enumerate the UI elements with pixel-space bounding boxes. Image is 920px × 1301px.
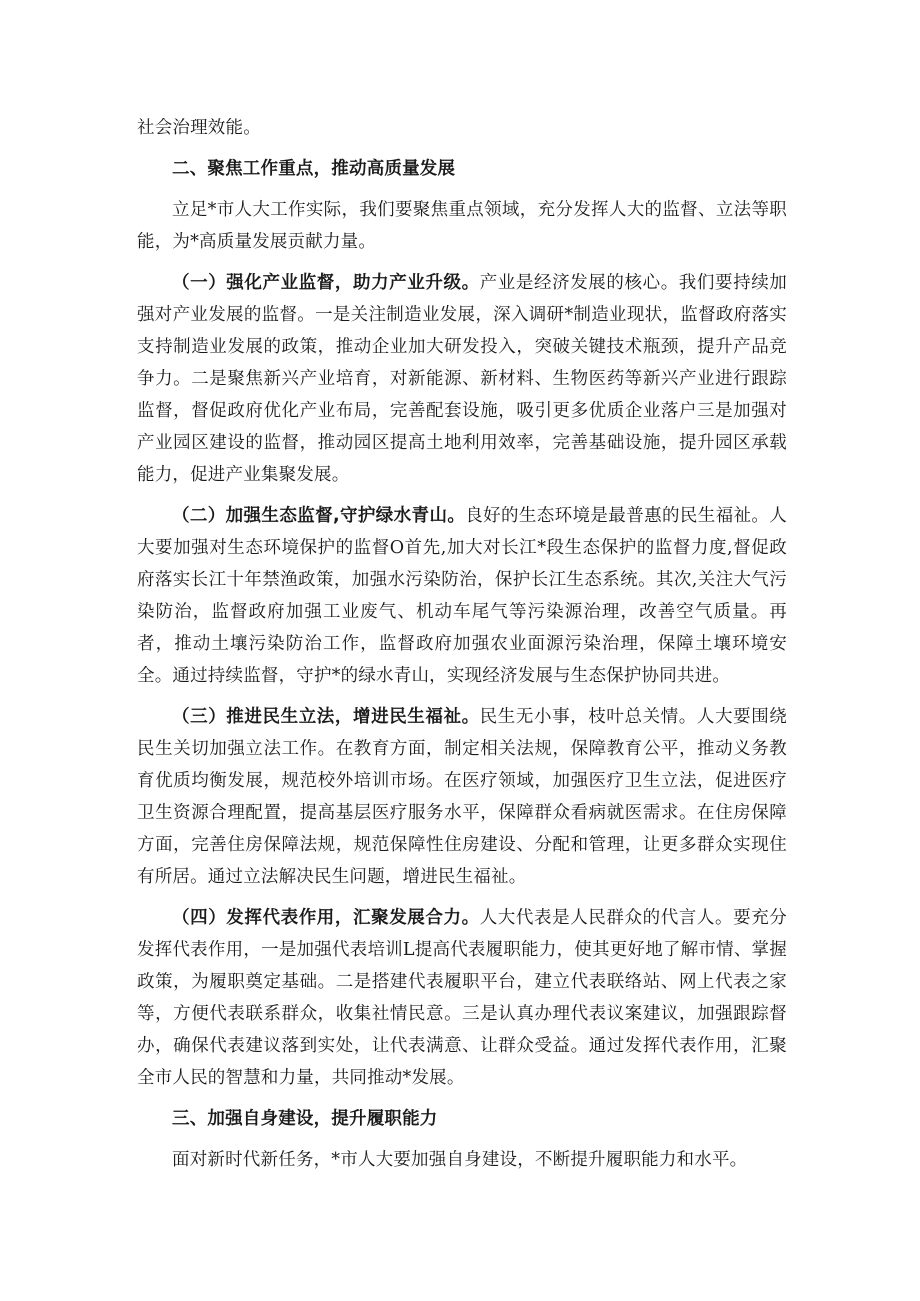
section-intro-2: 立足*市人大工作实际，我们要聚焦重点领域，充分发挥人大的监督、立法等职能，为*高质量发展贡献力量。 [137, 200, 787, 252]
subsection-lead-4: （四）发挥代表作用，汇聚发展合力。 [172, 908, 480, 928]
subsection-body-4: 人大代表是人民群众的代言人。要充分发挥代表作用，一是加强代表培训L提高代表履职能力，使其更好地了解市情、掌握政策，为履职奠定基础。二是搭建代表履职平台，建立代表联络站、网上代表之家等，方便代表联系群众，收集社情民意。三是认真办理代表议案建议，加强跟踪督办，确保代表建议落到实处，让代表满意、让群众受益。通过发挥代表作用，汇聚全市人民的智慧和力量，共同推动*发展。 [137, 908, 787, 1088]
subsection-lead-1: （一）强化产业监督，助力产业升级。 [172, 273, 480, 293]
section-heading-2: 二、聚焦工作重点，推动高质量发展 [172, 159, 456, 179]
paragraph-continuation: 社会治理效能。 [137, 118, 261, 138]
subsection-paragraph-3 [137, 701, 787, 893]
subsection-lead-3: （三）推进民生立法，增进民生福祉。 [172, 707, 480, 727]
subsection-paragraph-4 [137, 902, 787, 1094]
subsection-lead-2: （二）加强生态监督,守护绿水青山。 [172, 506, 466, 526]
subsection-body-3: 民生无小事，枝叶总关情。人大要围绕民生关切加强立法工作。在教育方面，制定相关法规，保障教育公平，推动义务教育优质均衡发展，规范校外培训市场。在医疗领域，加强医疗卫生立法，促进医疗卫生资源合理配置，提高基层医疗服务水平，保障群众看病就医需求。在住房保障方面，完善住房保障法规，规范保障性住房建设、分配和管理，让更多群众实现住有所居。通过立法解决民生问题，增进民生福祉。 [137, 707, 787, 887]
document-page [137, 112, 787, 1176]
subsection-body-1: 产业是经济发展的核心。我们要持续加强对产业发展的监督。一是关注制造业发展，深入调研*制造业现状，监督政府落实支持制造业发展的政策，推动企业加大研发投入，突破关键技术瓶颈，提升产品竞争力。二是聚焦新兴产业培育，对新能源、新材料、生物医药等新兴产业进行跟踪监督，督促政府优化产业布局，完善配套设施，吸引更多优质企业落户三是加强对产业园区建设的监督，推动园区提高土地利用效率，完善基础设施，提升园区承载能力，促进产业集聚发展。 [137, 273, 787, 485]
subsection-body-2: 良好的生态环境是最普惠的民生福祉。人大要加强对生态环境保护的监督O首先,加大对长江*段生态保护的监督力度,督促政府落实长江十年禁渔政策，加强水污染防治，保护长江生态系统。其次,关注大气污染防治，监督政府加强工业废气、机动车尾气等污染源治理，改善空气质量。再者，推动土壤污染防治工作，监督政府加强农业面源污染治理，保障土壤环境安全。通过持续监督，守护*的绿水青山，实现经济发展与生态保护协同共进。 [137, 506, 787, 686]
subsection-paragraph-2 [137, 500, 787, 692]
section-heading-3: 三、加强自身建设，提升履职能力 [172, 1109, 438, 1129]
subsection-paragraph-1 [137, 267, 787, 491]
section-intro-3: 面对新时代新任务，*市人大要加强自身建设，不断提升履职能力和水平。 [172, 1150, 748, 1170]
